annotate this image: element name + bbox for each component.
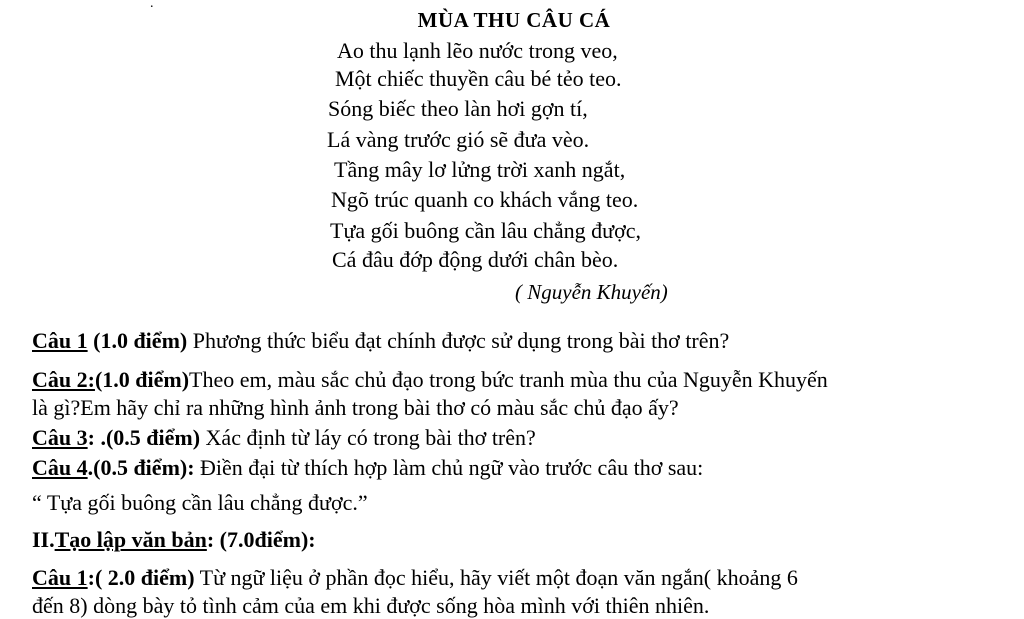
section-2-question-1-points: :( 2.0 điểm) [87,565,195,590]
section-2-heading [32,527,316,553]
poem-title [0,8,1024,33]
section-2-question-1-text: Từ ngữ liệu ở phần đọc hiểu, hãy viết một đoạn văn ngắn( khoảng 6 [194,565,798,590]
poem-line-4: Lá vàng trước gió sẽ đưa vèo. [327,127,590,152]
question-1-text: Phương thức biểu đạt chính được sử dụng trong bài thơ trên? [187,328,730,353]
question-1-points: (1.0 điểm) [87,328,188,353]
poem-title-text: MÙA THU CÂU CÁ [417,8,611,32]
question-3-label: Câu 3 [32,425,88,450]
question-3-points: : .(0.5 điểm) [87,425,201,450]
question-3 [32,425,536,451]
question-2-line-2: là gì?Em hãy chỉ ra những hình ảnh trong bài thơ có màu sắc chủ đạo ấy? [32,395,679,420]
poem-line-3: Sóng biếc theo làn hơi gợn tí, [328,96,588,121]
poem-line-1: Ao thu lạnh lẽo nước trong veo, [337,38,618,63]
poem-line-5: Tầng mây lơ lửng trời xanh ngắt, [334,157,626,182]
section-2-prefix: II. [32,527,55,552]
section-2-points: : (7.0điểm): [206,527,316,552]
question-4-text: Điền đại từ thích hợp làm chủ ngữ vào trước câu thơ sau: [194,455,704,480]
question-2-points: (1.0 điểm) [94,367,190,392]
stray-mark: . [150,0,154,11]
question-2 [32,367,828,393]
section-2-question-1-label: Câu 1 [32,565,88,590]
poem-author: ( Nguyễn Khuyến) [515,280,668,304]
question-4 [32,455,703,481]
poem-line-7: Tựa gối buông cần lâu chẳng được, [330,218,641,243]
question-2-label: Câu 2: [32,367,95,392]
section-2-title: Tạo lập văn bản [54,527,207,552]
question-2-text: Theo em, màu sắc chủ đạo trong bức tranh mùa thu của Nguyễn Khuyến [189,367,828,392]
question-3-text: Xác định từ láy có trong bài thơ trên? [200,425,536,450]
question-4-label: Câu 4 [32,455,88,480]
poem-line-6: Ngõ trúc quanh co khách vắng teo. [331,187,639,212]
question-4-quote: “ Tựa gối buông cần lâu chẳng được.” [32,490,368,515]
poem-line-8: Cá đâu đớp động dưới chân bèo. [332,247,619,272]
section-2-question-1 [32,565,798,591]
poem-line-2: Một chiếc thuyền câu bé tẻo teo. [335,66,622,91]
question-1 [32,328,729,354]
question-4-points: .(0.5 điểm): [87,455,195,480]
section-2-question-1-line-2: đến 8) dòng bày tỏ tình cảm của em khi được sống hòa mình với thiên nhiên. [32,593,710,618]
question-1-label: Câu 1 [32,328,88,353]
